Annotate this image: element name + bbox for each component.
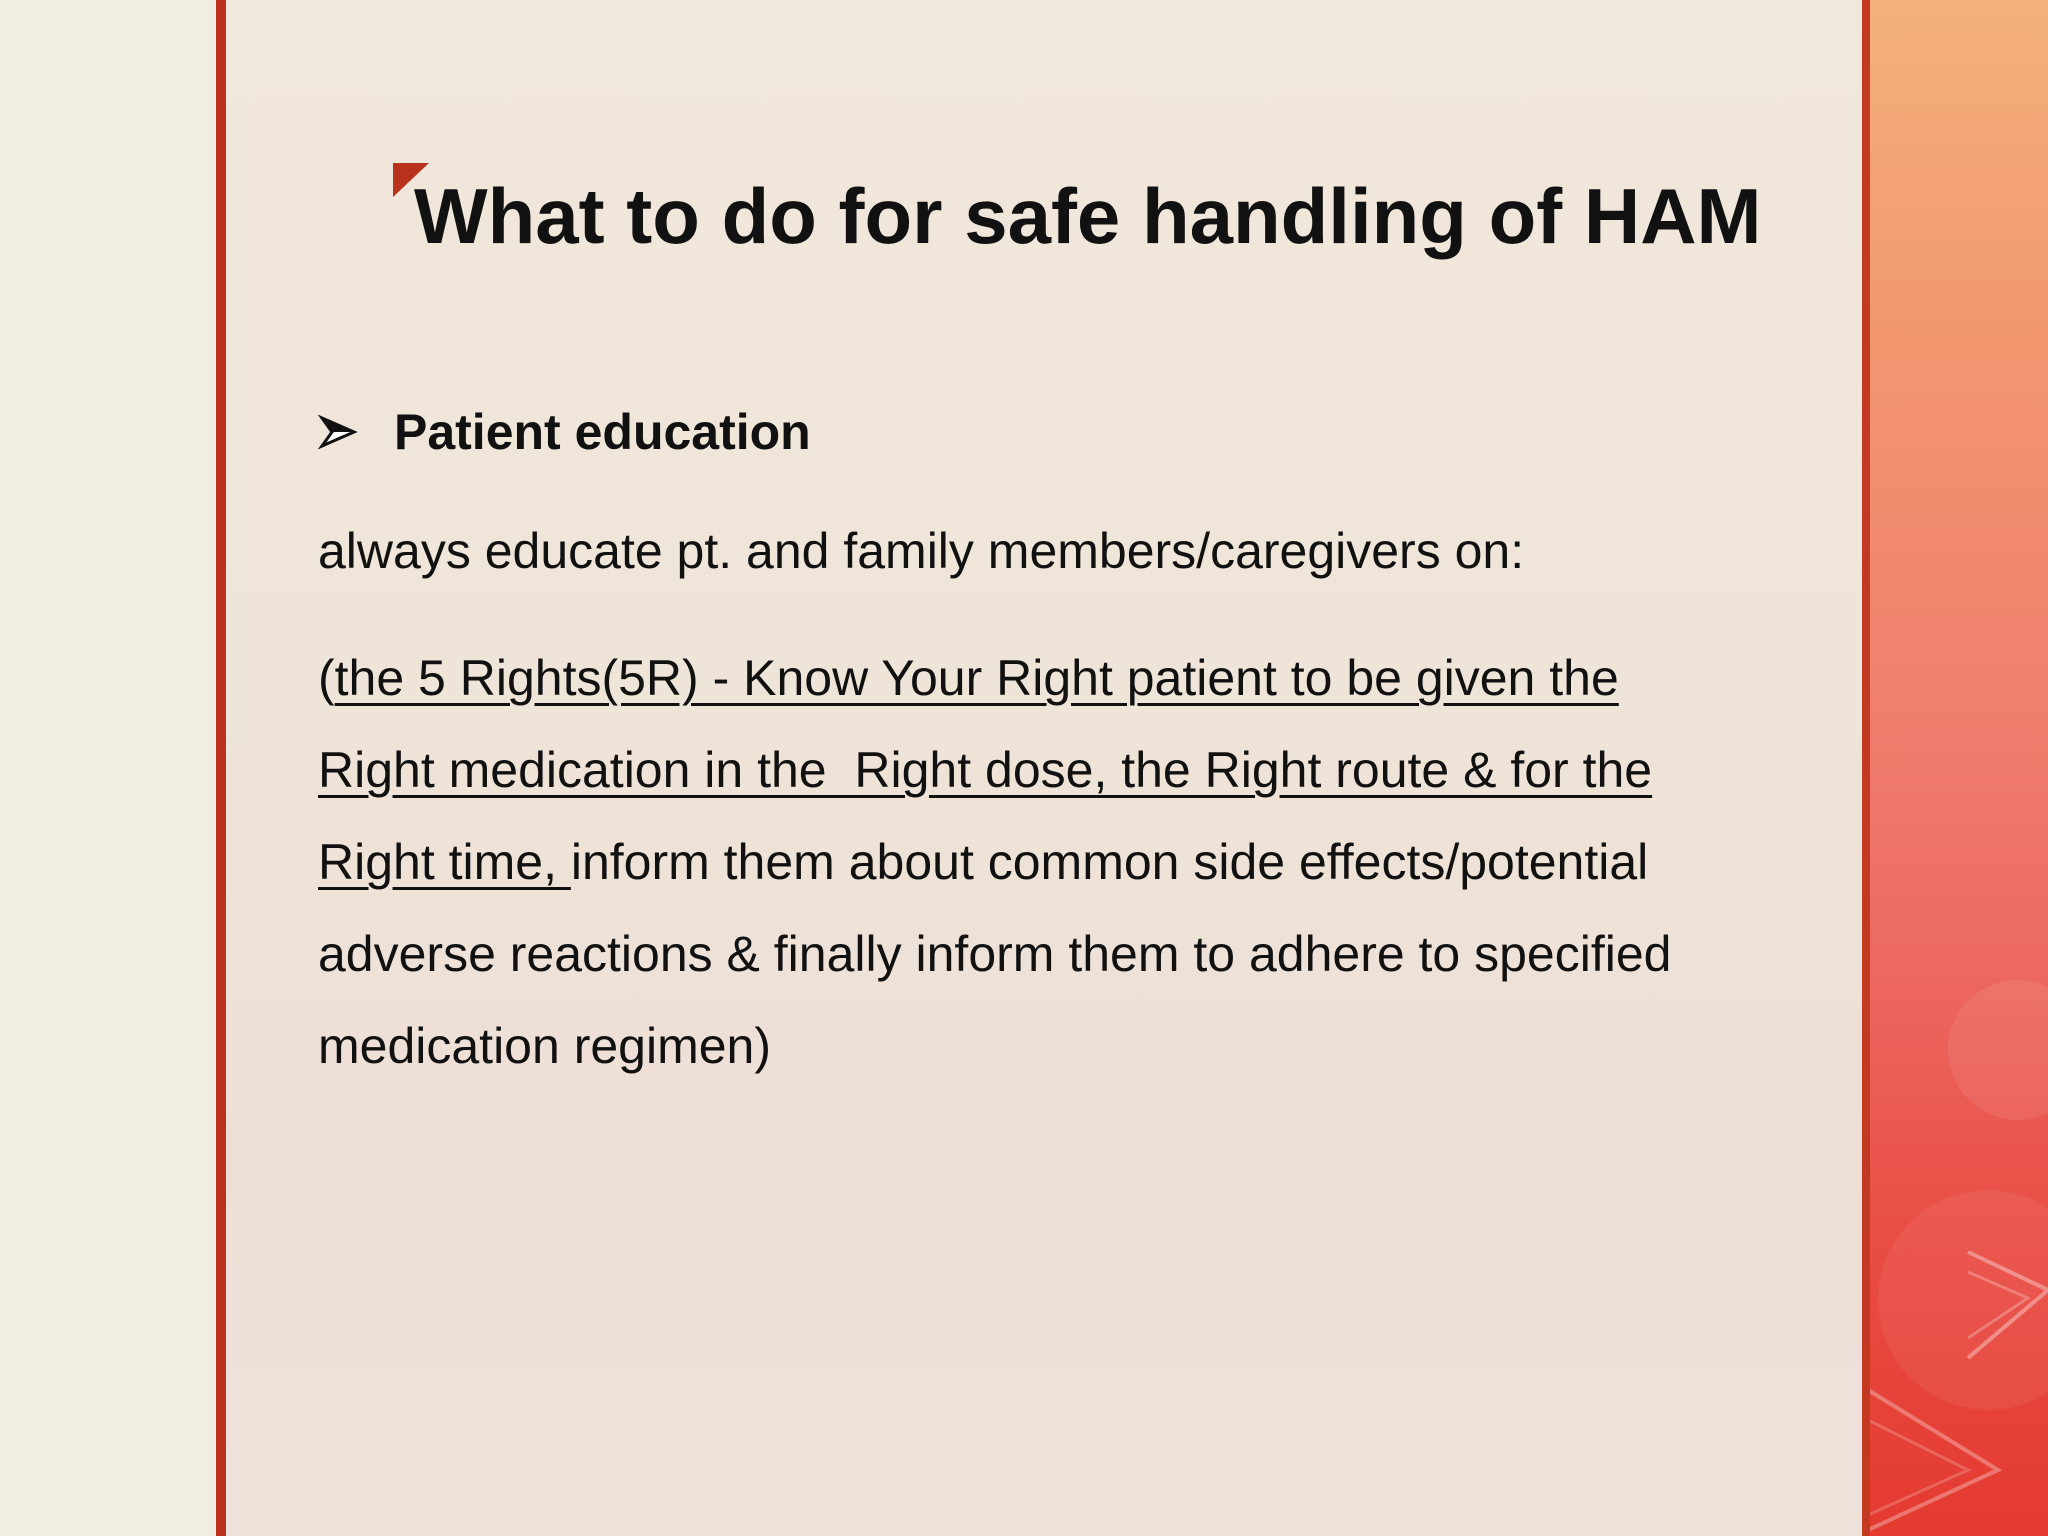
paragraph-underlined-text: Right time, [318, 834, 571, 890]
paragraph-open-paren: ( [318, 650, 335, 706]
paragraph-plain-text: medication regimen) [318, 1018, 771, 1074]
five-rights-paragraph [318, 632, 1818, 1092]
paragraph-line-1 [318, 632, 1818, 724]
paragraph-line-4 [318, 908, 1818, 1000]
paragraph-plain-text: adverse reactions & finally inform them to adhere to specified [318, 926, 1672, 982]
paragraph-underlined-text: Right medication in the Right dose, the Right route & for the [318, 742, 1653, 798]
decorative-side-band [1868, 0, 2048, 1536]
decorative-chevrons-icon [1868, 0, 2048, 1536]
slide-left-margin [0, 0, 216, 1536]
intro-text: always educate pt. and family members/caregivers on: [318, 523, 1525, 579]
paragraph-plain-text: inform them about common side effects/potential [570, 834, 1649, 890]
paragraph-line-3 [318, 816, 1818, 908]
panel-right-border [1862, 0, 1870, 1536]
bullet-label: Patient education [394, 404, 811, 460]
bullet-item-patient-education [318, 402, 811, 462]
arrow-bullet-icon [318, 412, 358, 452]
paragraph-underlined-text: the 5 Rights(5R) - Know Your Right patient to be given the [334, 650, 1619, 706]
paragraph-line-5 [318, 1000, 1818, 1092]
slide-title: What to do for safe handling of HAM [414, 172, 1762, 260]
paragraph-line-2 [318, 724, 1818, 816]
panel-left-border [216, 0, 226, 1536]
